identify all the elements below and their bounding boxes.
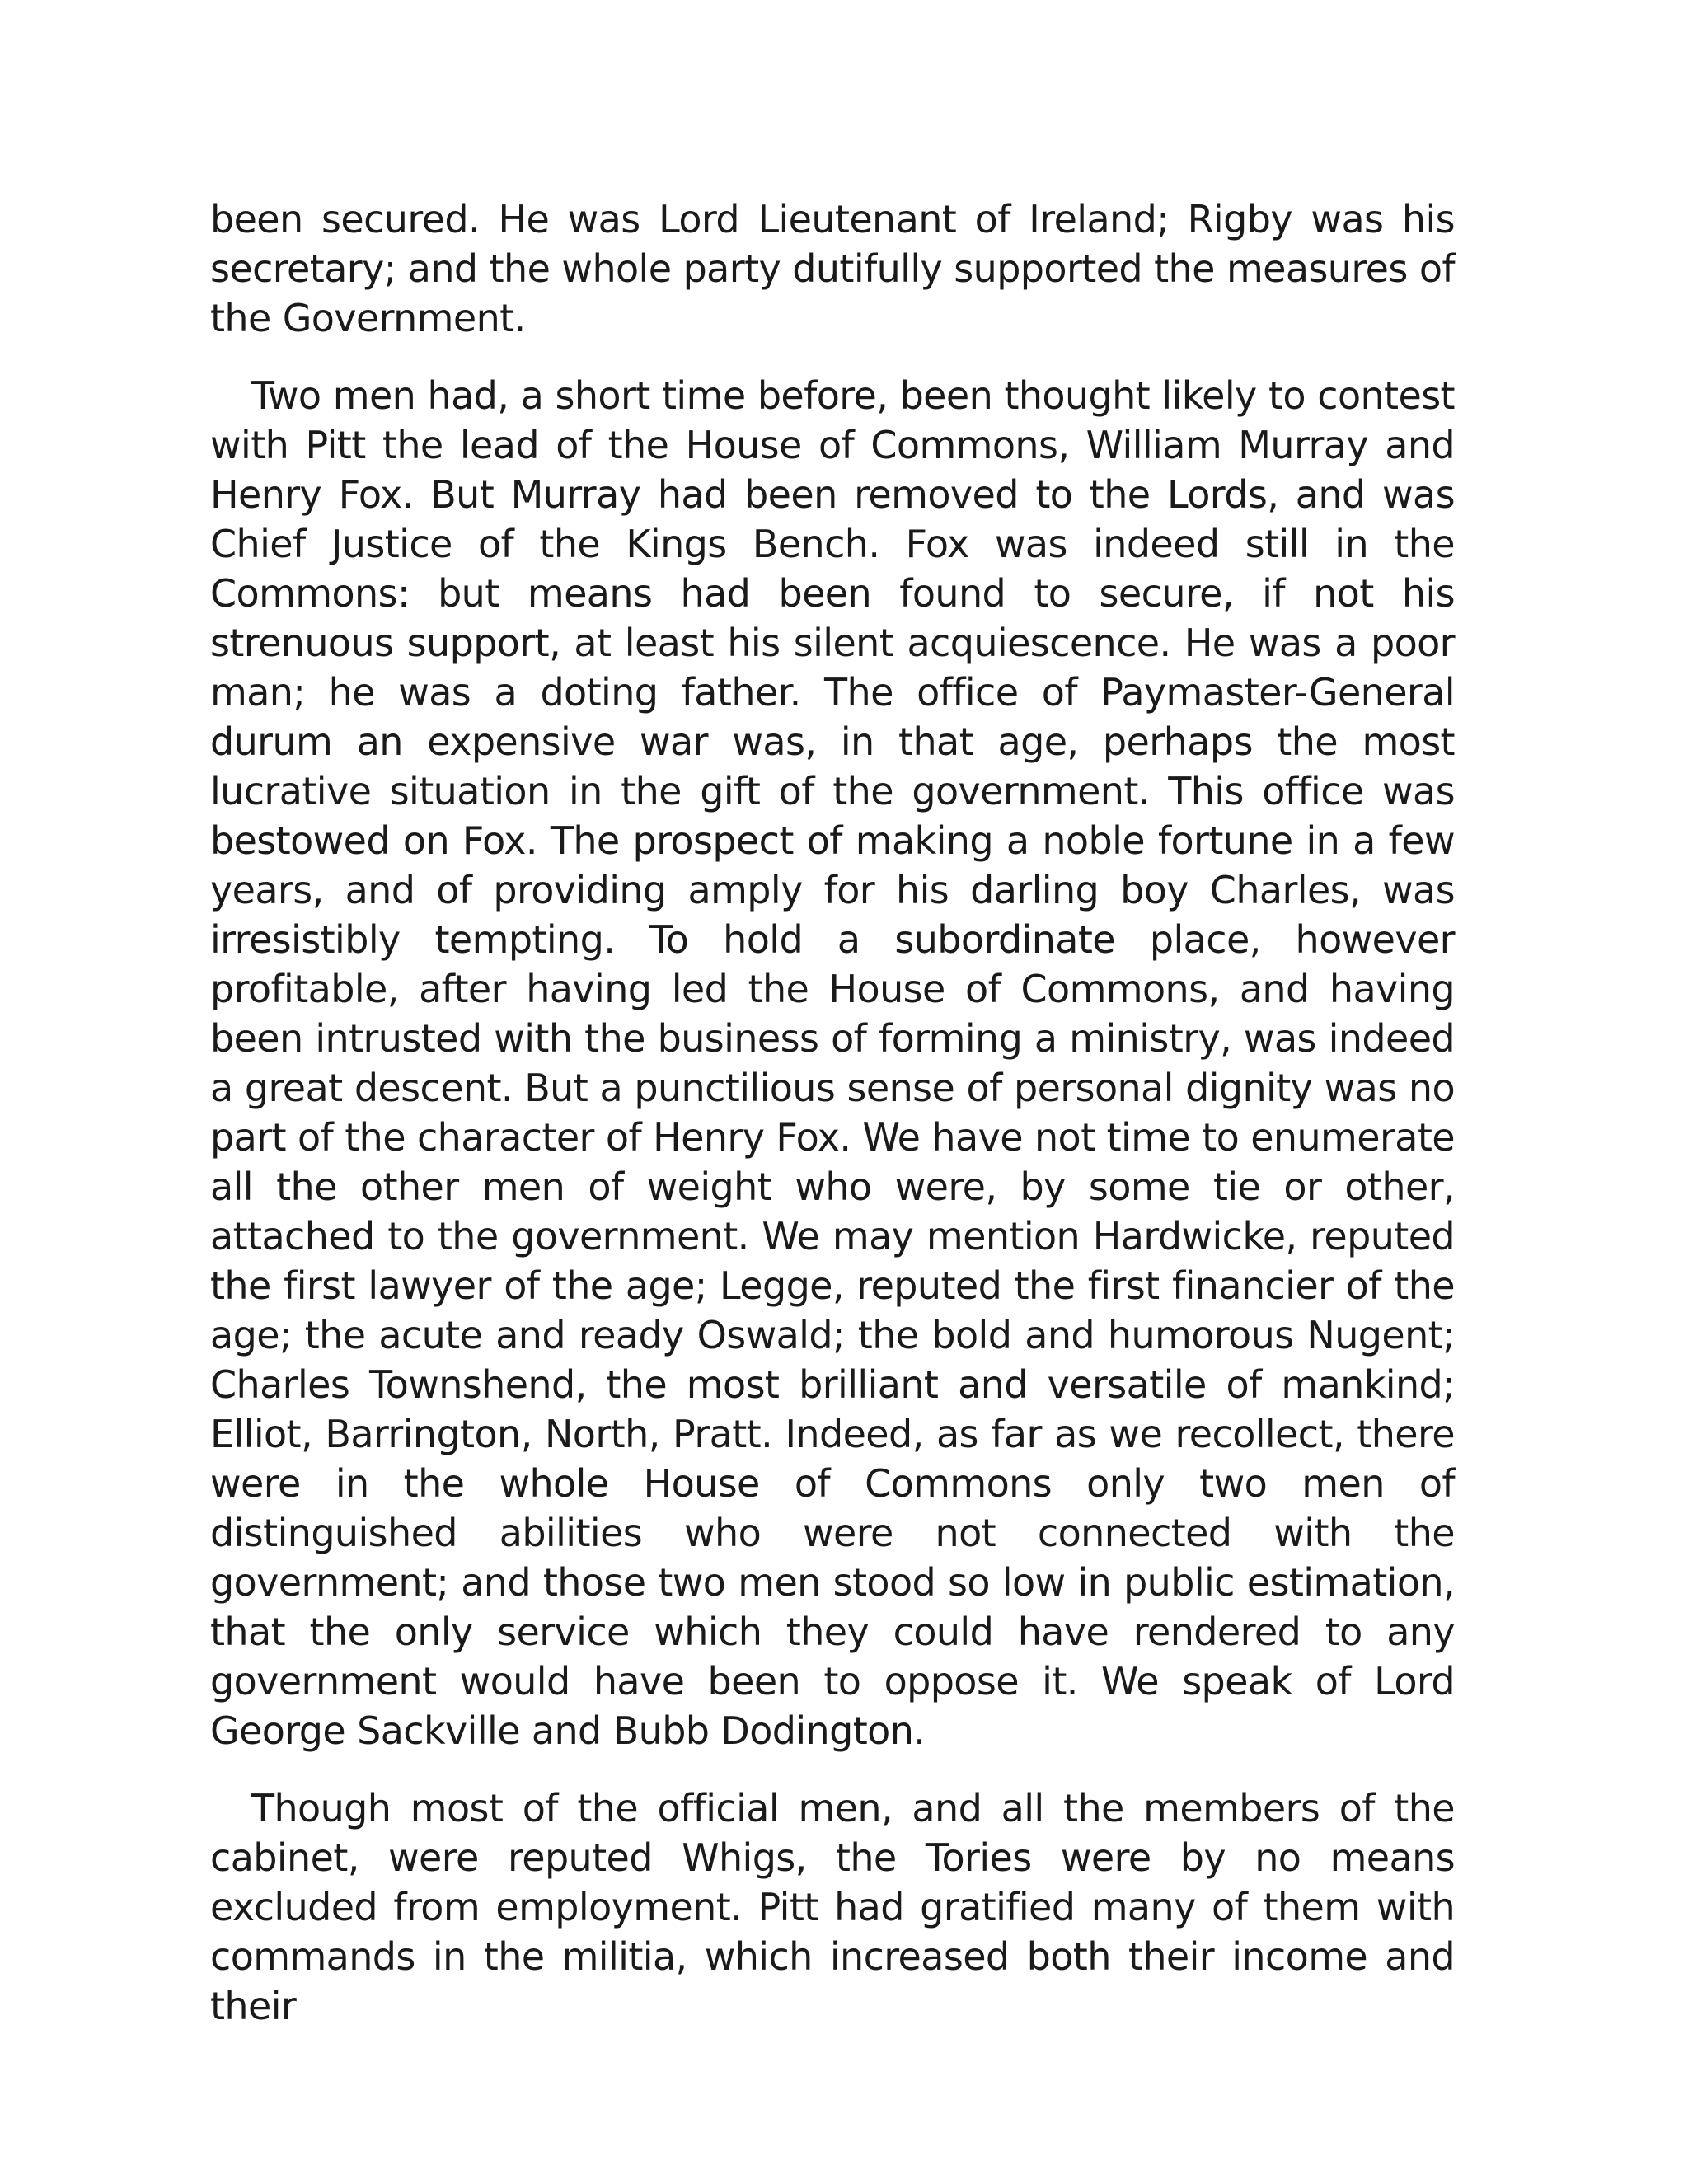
paragraph: Though most of the official men, and all the members of the cabinet, were reputed Whigs, the Tories were by no means excluded from employment. Pitt had gratified many of them with commands in the militia, which increased both their income and their	[210, 1786, 1455, 2028]
page-body	[210, 194, 1455, 2059]
paragraph-continuation: been secured. He was Lord Lieutenant of Ireland; Rigby was his secretary; and the whole party dutifully supported the measures of the Government.	[210, 197, 1455, 340]
paragraph: Two men had, a short time before, been thought likely to contest with Pitt the lead of the House of Commons, William Murray and Henry Fox. But Murray had been removed to the Lords, and was Chief Justice of the Kings Bench. Fox was indeed still in the Commons: but means had been found to secure, if not his strenuous support, at least his silent acquiescence. He was a poor man; he was a doting father. The office of Paymaster-General durum an expensive war was, in that age, perhaps the most lucrative situation in the gift of the government. This office was bestowed on Fox. The prospect of making a noble fortune in a few years, and of providing amply for his darling boy Charles, was irresistibly tempting. To hold a subordinate place, however profitable, after having led the House of Commons, and having been intrusted with the business of forming a ministry, was indeed a great descent. But a punctilious sense of personal dignity was no part of the character of Henry Fox. We have not time to enumerate all the other men of weight who were, by some tie or other, attached to the government. We may mention Hardwicke, reputed the first lawyer of the age; Legge, reputed the first financier of the age; the acute and ready Oswald; the bold and humorous Nugent; Charles Townshend, the most brilliant and versatile of mankind; Elliot, Barrington, North, Pratt. Indeed, as far as we recollect, there were in the whole House of Commons only two men of distinguished abilities who were not connected with the government; and those two men stood so low in public estimation, that the only service which they could have rendered to any government would have been to oppose it. We speak of Lord George Sackville and Bubb Dodington.	[210, 373, 1455, 1753]
